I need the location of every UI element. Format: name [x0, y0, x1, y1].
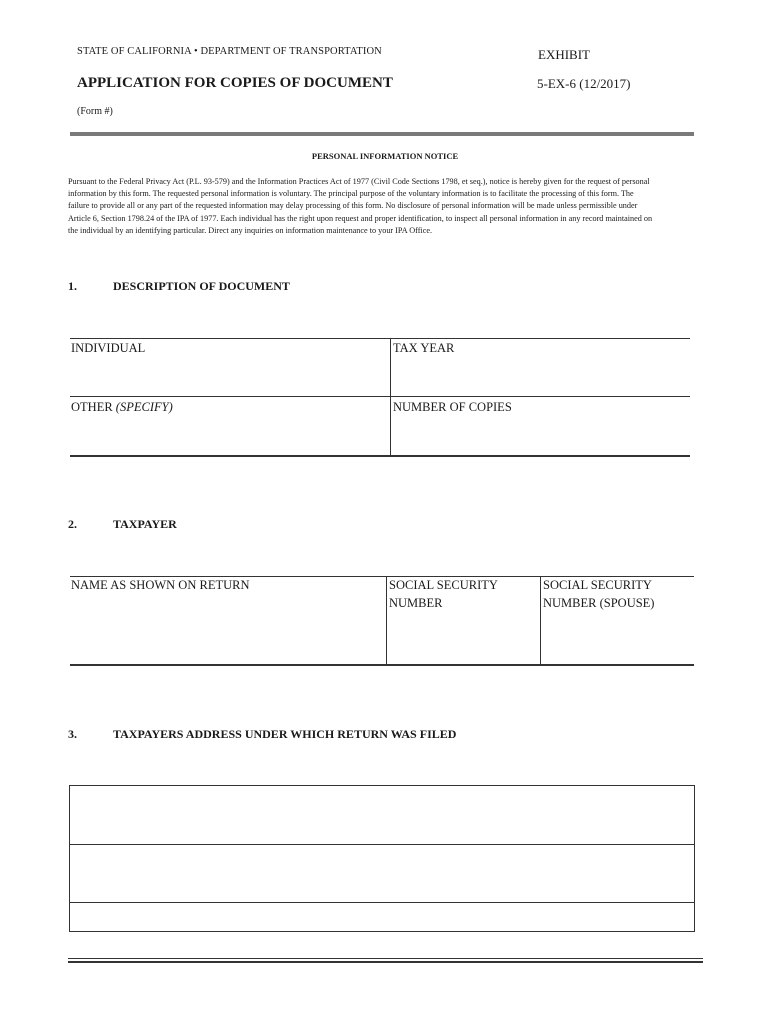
section-3-title: TAXPAYERS ADDRESS UNDER WHICH RETURN WAS FILED: [113, 727, 457, 741]
ssn-label-line-2: NUMBER: [389, 596, 443, 610]
section-1-mid-line: [70, 396, 690, 397]
section-1-number: 1.: [68, 279, 77, 293]
number-of-copies-field[interactable]: NUMBER OF COPIES: [393, 400, 512, 414]
individual-field[interactable]: INDIVIDUAL: [71, 341, 146, 355]
footer-rule-top: [68, 958, 703, 959]
header-divider: [70, 132, 694, 136]
exhibit-label: EXHIBIT: [538, 47, 590, 62]
notice-line: information by this form. The requested personal information is voluntary. The principal purpose of the voluntary information is to facilitate the processing of this form. The: [68, 189, 634, 199]
notice-line: the individual by an identifying particular. Direct any inquiries on information maintenance to your IPA Office.: [68, 225, 433, 235]
ssn-field[interactable]: [389, 576, 498, 612]
address-line-2-divider: [69, 902, 695, 903]
notice-line: Pursuant to the Federal Privacy Act (P.L. 93-579) and the Information Practices Act of 1977 (Civil Code Sections 1798, et seq.), notice is hereby given for the request of personal: [68, 177, 650, 186]
section-2-bottom-line: [70, 664, 694, 666]
section-2-number: 2.: [68, 517, 77, 531]
tax-year-field[interactable]: TAX YEAR: [393, 341, 455, 355]
footer-rule-bottom: [68, 961, 703, 963]
ssn-spouse-field[interactable]: [543, 576, 654, 612]
ssn-label-line-1: SOCIAL SECURITY: [389, 578, 498, 592]
section-2-title: TAXPAYER: [113, 517, 177, 531]
ssn-spouse-label-line-1: SOCIAL SECURITY: [543, 578, 652, 592]
address-line-3-field[interactable]: [71, 904, 693, 930]
specify-label: (SPECIFY): [115, 400, 173, 414]
exhibit-code: 5-EX-6 (12/2017): [537, 76, 631, 91]
form-title: APPLICATION FOR COPIES OF DOCUMENT: [77, 75, 393, 91]
notice-line: failure to provide all or any part of the requested information may delay processing of this form. No disclosure of personal information will be made unless permissible under: [68, 201, 638, 211]
name-on-return-field[interactable]: NAME AS SHOWN ON RETURN: [71, 578, 250, 592]
section-1-title: DESCRIPTION OF DOCUMENT: [113, 279, 290, 293]
section-1-top-line: [70, 338, 690, 339]
section-2-divider-1: [386, 576, 387, 665]
section-1-divider: [390, 338, 391, 456]
address-line-2-field[interactable]: [71, 846, 693, 901]
notice-title: PERSONAL INFORMATION NOTICE: [311, 151, 459, 161]
section-3-number: 3.: [68, 727, 77, 741]
address-line-1-divider: [69, 844, 695, 845]
address-line-1-field[interactable]: [71, 787, 693, 843]
other-specify-field[interactable]: [71, 398, 173, 416]
form-number-label: (Form #): [77, 106, 113, 117]
agency-name: STATE OF CALIFORNIA • DEPARTMENT OF TRANSPORTATION: [77, 46, 382, 57]
notice-line: Article 6, Section 1798.24 of the IPA of 1977. Each individual has the right upon request and proper identification, to inspect all personal information in any record maintained on: [68, 213, 653, 223]
other-label: OTHER: [71, 400, 116, 414]
ssn-spouse-label-line-2: NUMBER (SPOUSE): [543, 596, 655, 610]
section-2-divider-2: [540, 576, 541, 665]
notice-body: [68, 176, 704, 237]
section-1-bottom-line: [70, 455, 690, 457]
